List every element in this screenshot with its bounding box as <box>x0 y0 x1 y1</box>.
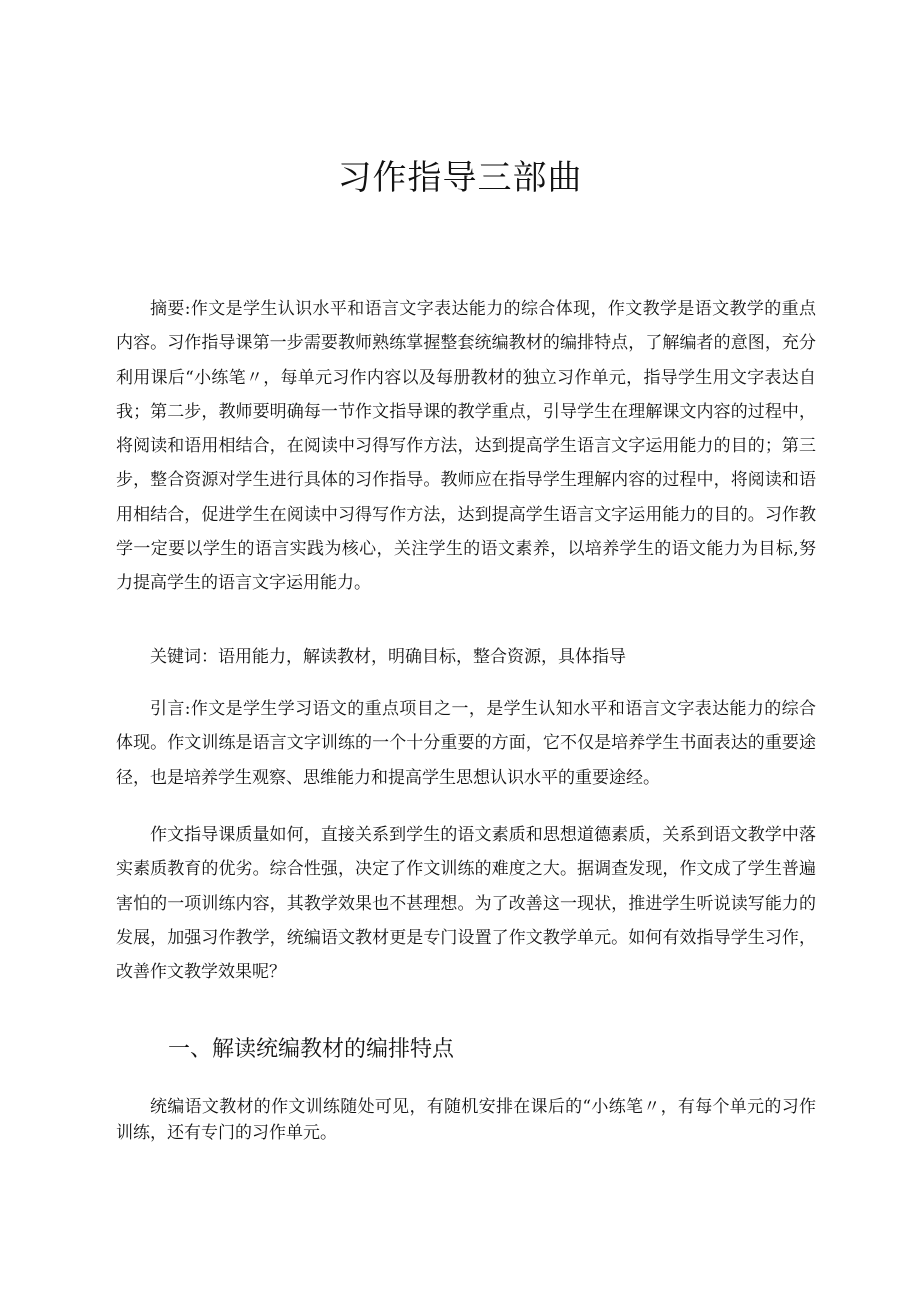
abstract-paragraph: 摘要:作文是学生认识水平和语言文字表达能力的综合体现，作文教学是语文教学的重点内容。习作指导课第一步需要教师熟练掌握整套统编教材的编排特点，了解编者的意图，充分利用课后“小练笔〃，每单元习作内容以及每册教材的独立习作单元，指导学生用文字表达自我；第二步，教师要明确每一节作文指导课的教学重点，引导学生在理解课文内容的过程中，将阅读和语用相结合，在阅读中习得写作方法，达到提高学生语言文字运用能力的目的；第三步，整合资源对学生进行具体的习作指导。教师应在指导学生理解内容的过程中，将阅读和语用相结合，促进学生在阅读中习得写作方法，达到提高学生语言文字运用能力的目的。习作教学一定要以学生的语言实践为核心，关注学生的语文素养，以培养学生的语文能力为目标,努力提高学生的语言文字运用能力。 <box>116 299 816 594</box>
section-heading: 一、解读统编教材的编排特点 <box>168 1037 455 1062</box>
body-paragraph: 作文指导课质量如何，直接关系到学生的语文素质和思想道德素质，关系到语文教学中落实素质教育的优劣。综合性强，决定了作文训练的难度之大。据调查发现，作文成了学生普遍害怕的一项训练内容，其教学效果也不甚理想。为了改善这一现状，推进学生听说读写能力的发展，加强习作教学，统编语文教材更是专门设置了作文教学单元。如何有效指导学生习作，改善作文教学效果呢？ <box>116 825 816 983</box>
document-title: 习作指导三部曲 <box>337 158 583 198</box>
intro-paragraph: 引言:作文是学生学习语文的重点项目之一，是学生认知水平和语言文字表达能力的综合体现。作文训练是语言文字训练的一个十分重要的方面，它不仅是培养学生书面表达的重要途径，也是培养学生观察、思维能力和提高学生思想认识水平的重要途经。 <box>116 699 816 788</box>
keywords-paragraph: 关键词：语用能力，解读教材，明确目标，整合资源，具体指导 <box>150 647 626 667</box>
section-paragraph: 统编语文教材的作文训练随处可见，有随机安排在课后的“小练笔〃，有每个单元的习作训练，还有专门的习作单元。 <box>116 1097 816 1143</box>
